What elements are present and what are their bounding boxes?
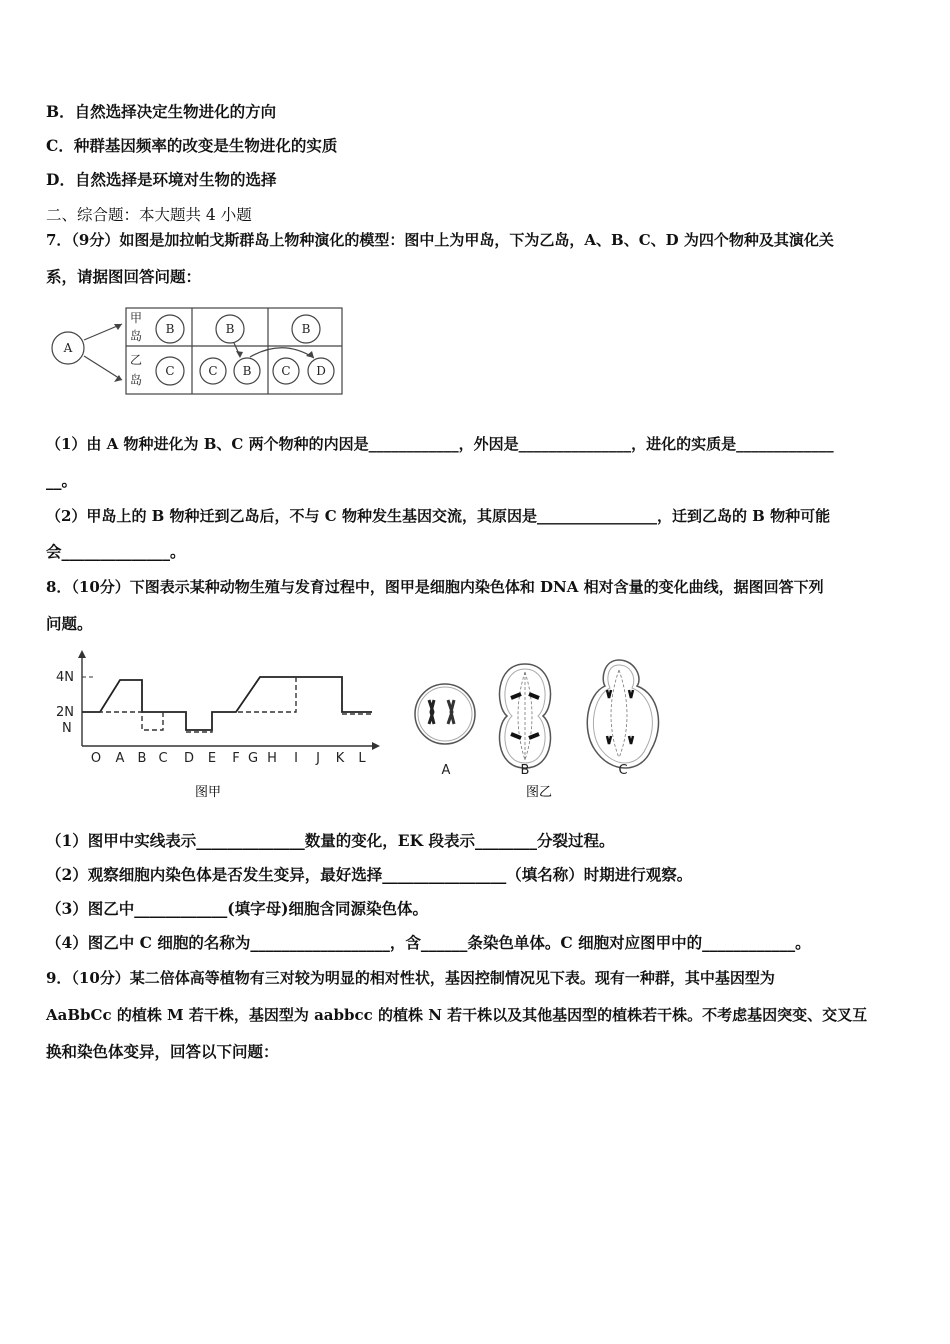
q9-stem-line3: 换和染色体变异，回答以下问题： <box>46 1042 279 1061</box>
bottom-species-1: C <box>165 364 175 378</box>
q7-stem-line2: 系，请据图回答问题： <box>46 267 202 286</box>
x-label-k: K <box>335 751 345 766</box>
bottom-species-4: C <box>281 364 291 378</box>
q8-stem-line1: 8．（10分）下图表示某种动物生殖与发育过程中，图甲是细胞内染色体和 DNA 相对含量的变化曲线，据图回答下列 <box>46 578 824 596</box>
x-label-g: G <box>247 751 259 766</box>
top-species-1: B <box>165 322 175 336</box>
bottom-species-2: C <box>208 364 218 378</box>
island-bottom-label-1: 乙 <box>129 353 143 367</box>
x-label-b: B <box>137 751 147 766</box>
species-a-label: A <box>63 341 73 355</box>
chromosome-dna-graph <box>50 648 395 800</box>
q8-sub3: （3）图乙中____________(填字母)细胞含同源染色体。 <box>46 899 428 918</box>
option-c: C．种群基因频率的改变是生物进化的实质 <box>46 136 338 155</box>
q7-sub1-line2: __。 <box>46 471 78 490</box>
x-label-a: A <box>115 751 125 766</box>
option-d: D．自然选择是环境对生物的选择 <box>46 170 277 189</box>
bottom-species-5: D <box>316 364 326 378</box>
island-evolution-diagram <box>48 304 348 398</box>
q7-sub2-line1: （2）甲岛上的 B 物种迁到乙岛后，不与 C 物种发生基因交流，其原因是________________，迁到乙岛的 B 物种可能 <box>46 507 831 525</box>
x-label-e: E <box>207 751 217 766</box>
x-label-d: D <box>183 751 195 766</box>
x-label-f: F <box>232 751 240 766</box>
cell-a <box>415 684 475 744</box>
q9-stem-line1: 9．（10分）某二倍体高等植物有三对较为明显的相对性状，基因控制情况见下表。现有一种群，其中基因型为 <box>46 969 775 987</box>
x-label-j: J <box>316 751 320 766</box>
q7-sub1-line1: （1）由 A 物种进化为 B、C 两个物种的内因是____________，外因是_______________，进化的实质是_____________ <box>46 435 834 453</box>
cell-b-label: B <box>520 763 530 778</box>
x-label-i: I <box>294 751 298 766</box>
cell-c-label: C <box>618 763 628 778</box>
q7-sub2-line2: 会______________。 <box>46 542 186 561</box>
y-label-4n: 4N <box>56 670 74 685</box>
q8-sub2: （2）观察细胞内染色体是否发生变异，最好选择________________（填名称）时期进行观察。 <box>46 865 693 884</box>
cells-caption: 图乙 <box>525 785 553 800</box>
dashed-chromosome-curve <box>82 677 372 732</box>
q8-stem-line2: 问题。 <box>46 614 93 633</box>
q8-sub1: （1）图甲中实线表示______________数量的变化，EK 段表示________分裂过程。 <box>46 831 615 850</box>
island-top-label-1: 甲 <box>129 311 143 325</box>
q7-stem-line1: 7．（9分）如图是加拉帕戈斯群岛上物种演化的模型：图中上为甲岛，下为乙岛，A、B、C、D 为四个物种及其演化关 <box>46 231 834 249</box>
cell-a-label: A <box>441 763 451 778</box>
q8-sub4: （4）图乙中 C 细胞的名称为__________________，含______条染色单体。C 细胞对应图甲中的____________。 <box>46 933 811 952</box>
x-label-c: C <box>158 751 168 766</box>
option-b: B．自然选择决定生物进化的方向 <box>46 102 277 121</box>
x-label-o: O <box>90 751 102 766</box>
graph-caption: 图甲 <box>194 785 222 800</box>
top-species-3: B <box>301 322 311 336</box>
island-top-label-2: 岛 <box>129 329 143 343</box>
arrow-a-to-bottom <box>84 356 122 380</box>
top-species-2: B <box>225 322 235 336</box>
q9-stem-line2: AaBbCc 的植株 M 若干株，基因型为 aabbcc 的植株 N 若干株以及其他基因型的植株若干株。不考虑基因突变、交叉互 <box>46 1006 868 1024</box>
section-heading: 二、综合题：本大题共 4 小题 <box>46 206 252 224</box>
migration-arc <box>250 348 314 358</box>
x-label-h: H <box>267 751 277 766</box>
bottom-species-3: B <box>242 364 252 378</box>
x-label-l: L <box>358 751 366 766</box>
y-label-2n: 2N <box>56 705 74 720</box>
solid-dna-curve <box>82 677 372 730</box>
island-bottom-label-2: 岛 <box>129 373 143 387</box>
cell-division-figure <box>405 650 675 802</box>
y-label-n: N <box>62 721 72 736</box>
cell-b <box>500 664 551 768</box>
cell-c <box>587 660 658 768</box>
